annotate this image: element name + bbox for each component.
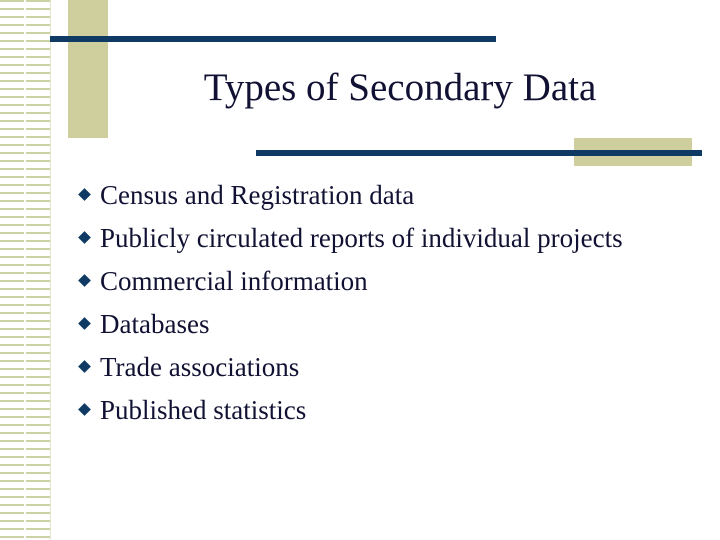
bullet-item bbox=[76, 178, 676, 212]
bullet-item bbox=[76, 350, 676, 384]
diamond-bullet-icon bbox=[78, 317, 91, 330]
title-rule-bottom bbox=[256, 150, 702, 156]
bullet-item bbox=[76, 307, 676, 341]
diamond-bullet-icon bbox=[78, 403, 91, 416]
diamond-bullet-icon bbox=[78, 274, 91, 287]
bullet-item bbox=[76, 221, 676, 255]
bullet-text: Databases bbox=[100, 309, 210, 339]
bullet-item bbox=[76, 393, 676, 427]
diamond-bullet-icon bbox=[78, 360, 91, 373]
title-rule-top bbox=[50, 36, 496, 42]
bullet-text: Published statistics bbox=[100, 395, 307, 425]
left-grid-strip bbox=[0, 0, 51, 540]
bullet-text: Commercial information bbox=[100, 266, 368, 296]
diamond-bullet-icon bbox=[78, 188, 91, 201]
bullet-text: Trade associations bbox=[100, 352, 300, 382]
slide-title: Types of Secondary Data bbox=[203, 66, 597, 109]
bullet-item bbox=[76, 264, 676, 298]
olive-accent-block-top bbox=[68, 0, 108, 138]
bullet-text: Publicly circulated reports of individual projects bbox=[100, 223, 623, 253]
diamond-bullet-icon bbox=[78, 231, 91, 244]
bullet-list bbox=[76, 178, 676, 436]
bullet-text: Census and Registration data bbox=[100, 180, 415, 210]
